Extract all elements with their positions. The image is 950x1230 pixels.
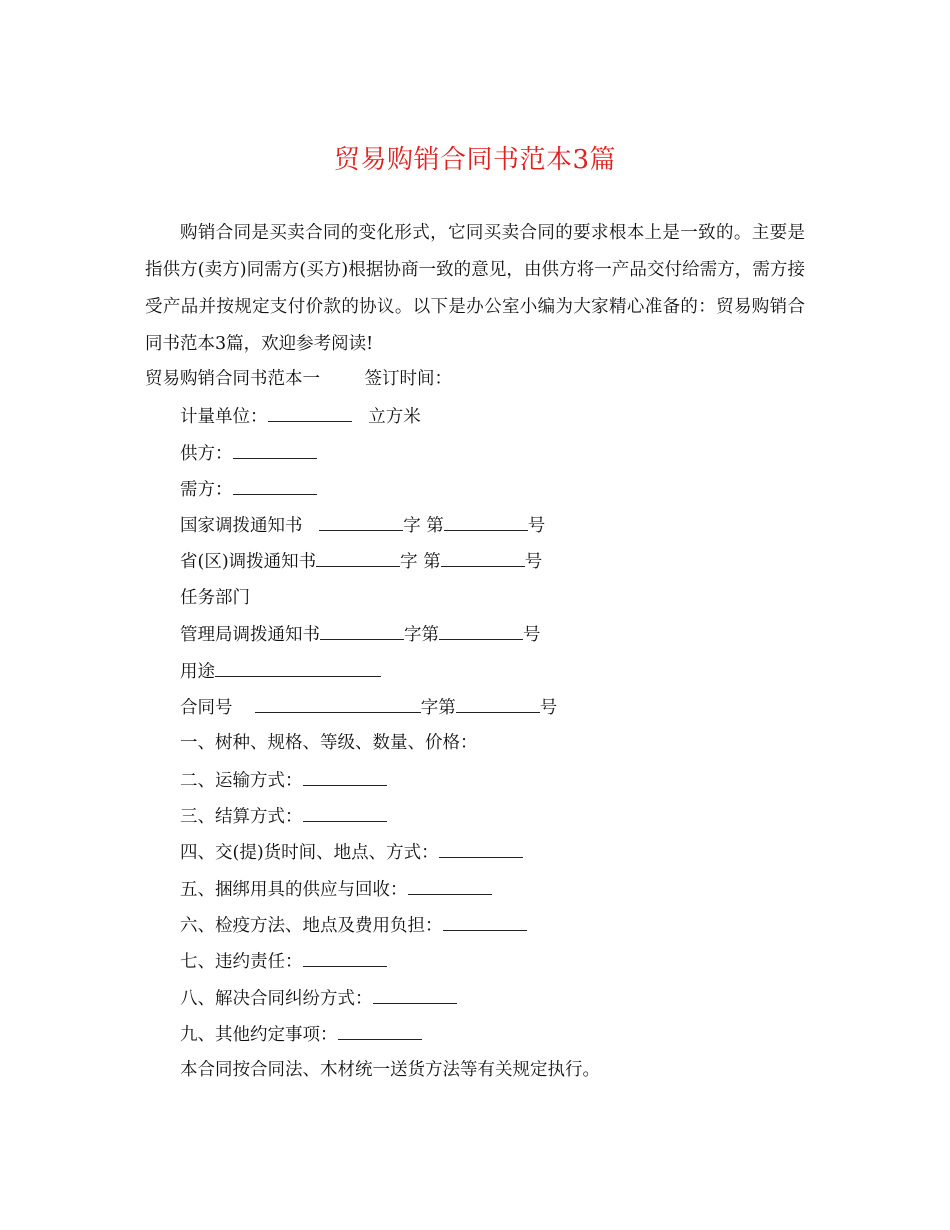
national-notice-row [180, 512, 545, 539]
clause-text: 二、运输方式： [180, 771, 303, 791]
provincial-notice-row [180, 548, 542, 575]
clause-blank [443, 912, 527, 931]
bureau-notice-hao: 号 [523, 625, 541, 645]
supplier-blank [233, 440, 317, 459]
clause-row-9 [180, 1021, 422, 1048]
unit-row [180, 403, 421, 430]
provincial-notice-blank-1 [316, 548, 400, 567]
contract-no-row [180, 694, 557, 721]
bureau-notice-blank-1 [320, 621, 404, 640]
national-notice-zi: 字 第 [403, 516, 444, 536]
unit-value: 立方米 [368, 407, 421, 427]
clause-text: 九、其他约定事项： [180, 1025, 338, 1045]
provincial-notice-zi: 字 第 [400, 552, 441, 572]
national-notice-hao: 号 [527, 516, 546, 536]
clause-text: 四、交(提)货时间、地点、方式： [180, 843, 439, 863]
clause-blank [338, 1021, 422, 1040]
clause-text: 七、违约责任： [180, 952, 303, 972]
clause-row-4 [180, 839, 523, 866]
supplier-label: 供方： [180, 444, 233, 464]
bureau-notice-label: 管理局调拨通知书 [180, 625, 320, 645]
clause-row-1 [180, 730, 478, 756]
clause-text: 五、捆绑用具的供应与回收： [180, 880, 408, 900]
provincial-notice-blank-2 [441, 548, 525, 567]
clause-row-3 [180, 803, 387, 830]
buyer-row [180, 476, 317, 503]
clause-blank [303, 803, 387, 822]
clause-text: 八、解决合同纠纷方式： [180, 989, 373, 1009]
document-title: 贸易购销合同书范本3篇 [333, 145, 617, 175]
clause-text: 一、树种、规格、等级、数量、价格： [180, 733, 478, 753]
supplier-row [180, 440, 317, 467]
contract-no-label: 合同号 [180, 698, 233, 718]
task-dept-row [180, 585, 250, 611]
clause-blank [408, 876, 492, 895]
clause-row-5 [180, 876, 492, 903]
clause-text: 三、结算方式： [180, 807, 303, 827]
bureau-notice-blank-2 [439, 621, 523, 640]
section-heading-row [145, 366, 452, 392]
clause-row-2 [180, 767, 387, 794]
contract-no-blank-2 [456, 694, 540, 713]
clause-row-8 [180, 985, 457, 1012]
clause-blank [303, 948, 387, 967]
clause-text: 六、检疫方法、地点及费用负担： [180, 916, 443, 936]
clause-row-7 [180, 948, 387, 975]
usage-label: 用途 [180, 662, 215, 682]
clause-blank [373, 985, 457, 1004]
national-notice-label: 国家调拨通知书 [180, 516, 303, 536]
contract-no-zi: 字第 [420, 698, 456, 718]
bureau-notice-zi: 字第 [404, 625, 439, 645]
national-notice-blank-2 [444, 512, 528, 531]
unit-label: 计量单位： [180, 407, 268, 427]
clause-blank [303, 767, 387, 786]
contract-no-blank-1 [255, 694, 421, 713]
task-dept-label: 任务部门 [180, 588, 250, 608]
buyer-label: 需方： [180, 480, 233, 500]
closing-text: 本合同按合同法、木材统一送货方法等有关规定执行。 [180, 1060, 600, 1080]
bureau-notice-row [180, 621, 541, 648]
signing-time-label: 签订时间： [364, 369, 453, 389]
unit-blank [268, 403, 352, 422]
buyer-blank [233, 476, 317, 495]
provincial-notice-hao: 号 [524, 552, 543, 572]
usage-row [180, 658, 381, 685]
national-notice-blank-1 [319, 512, 403, 531]
clause-blank [439, 839, 523, 858]
provincial-notice-label: 省(区)调拨通知书 [180, 552, 317, 572]
closing-row [180, 1057, 600, 1083]
contract-no-hao: 号 [539, 698, 558, 718]
usage-blank [215, 658, 381, 677]
section-heading: 贸易购销合同书范本一 [145, 369, 320, 389]
clause-row-6 [180, 912, 527, 939]
intro-paragraph: 购销合同是买卖合同的变化形式，它同买卖合同的要求根本上是一致的。主要是指供方(卖方)同需方(买方)根据协商一致的意见，由供方将一产品交付给需方，需方接受产品并按规定支付价款的协议。以下是办公室小编为大家精心准备的：贸易购销合同书范本3篇，欢迎参考阅读! [145, 223, 805, 354]
